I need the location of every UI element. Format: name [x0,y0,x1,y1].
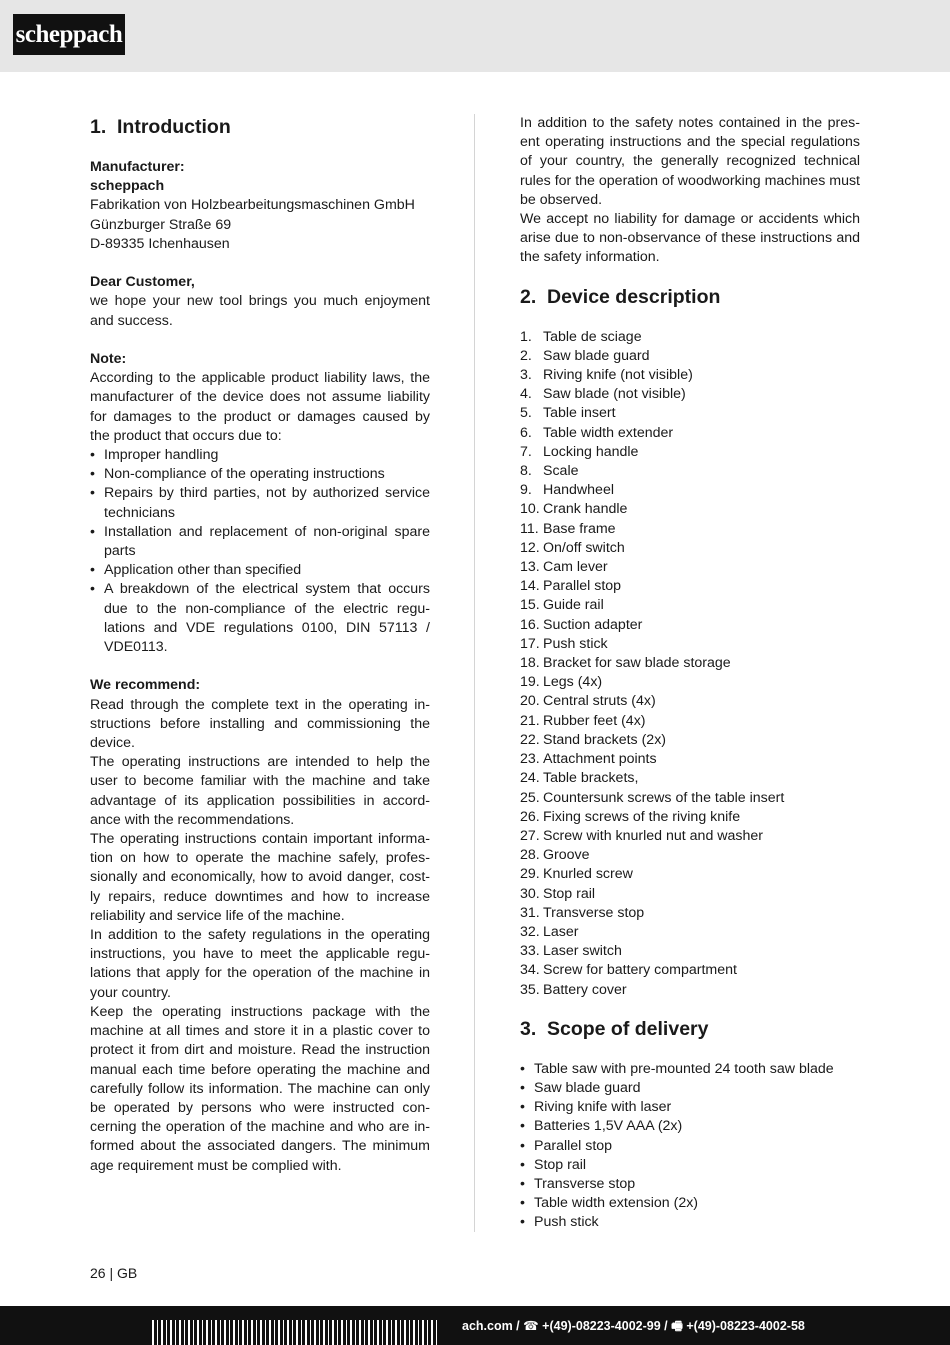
list-item [520,942,860,961]
list-item [520,596,860,615]
item-number: 22. [520,731,540,748]
manufacturer-label: Manufacturer: [90,159,185,175]
item-number: 2. [520,347,532,364]
recommend-paragraph: Keep the operating instructions package with the machine at all times and store it in a plastic cover to protect it from dirt and moisture. Read the instruction manual each time before operating the machine and carefully follow its information. The machine can only be operated by persons who were instructed con-cerning the operation of the machine and who are in-formed about the associated dangers. The minimum age requirement must be complied with. [90,1003,430,1174]
list-item: • Installation and replacement of non-original spare parts [90,523,430,561]
item-number: 28. [520,847,540,864]
liability-paragraph: We accept no liability for damage or accidents which arise due to non-observance of these instructions and the safety information. [520,211,860,266]
brand-logo: scheppach [13,14,125,55]
list-item [520,981,860,1000]
item-label: Knurled screw [543,866,633,883]
list-item [520,328,860,347]
list-item: • Batteries 1,5V AAA (2x) [520,1117,860,1136]
right-column [520,114,860,1233]
device-parts-list [520,328,860,1000]
list-item [520,712,860,731]
scope-of-delivery-list [520,1060,860,1233]
item-number: 19. [520,674,540,691]
list-item [520,673,860,692]
item-number: 24. [520,770,540,787]
list-item [520,539,860,558]
item-number: 27. [520,827,540,844]
item-label: Table width extender [543,424,674,441]
list-item [520,424,860,443]
list-item [520,558,860,577]
item-number: 34. [520,962,540,979]
item-number: 30. [520,885,540,902]
recommend-label: We recommend: [90,677,201,694]
list-item: • Stop rail [520,1156,860,1175]
list-item: • Application other than specified [90,561,430,580]
item-label: Screw for battery compartment [543,962,737,979]
item-label: Central struts (4x) [543,693,656,710]
item-label: Rubber feet (4x) [543,712,646,729]
item-number: 8. [520,463,532,480]
item-label: Locking handle [543,443,639,460]
list-item [520,904,860,923]
list-item [520,500,860,519]
item-label: Table de sciage [543,328,642,345]
list-item: • A breakdown of the electrical system that occurs due to the non-compliance of the electric regu-lations and VDE regulations 0100, DIN 57113 / VDE0113. [90,580,430,657]
item-number: 14. [520,578,540,595]
item-label: Screw with knurled nut and washer [543,827,764,844]
list-item: • Riving knife with laser [520,1098,860,1117]
item-number: 29. [520,866,540,883]
list-item [520,731,860,750]
list-item [520,385,860,404]
item-number: 13. [520,559,540,576]
list-item: • Non-compliance of the operating instructions [90,465,430,484]
customer-greeting: Dear Customer, [90,274,195,291]
section-heading-device-description [520,284,860,310]
item-label: On/off switch [543,539,625,556]
address-line: Günzburger Straße 69 [90,216,232,233]
item-label: Attachment points [543,751,657,768]
item-label: Fixing screws of the riving knife [543,808,741,825]
section-title: Device description [547,285,721,308]
section-heading-scope-of-delivery [520,1016,860,1042]
item-number: 3. [520,367,532,384]
list-item [520,654,860,673]
list-item [520,885,860,904]
note-text: According to the applicable product liability laws, the manufacturer of the device does not assume liability for damages to the product or damages caused by the product that occurs due to: [90,370,430,444]
section-title: Introduction [117,116,231,138]
left-column [90,114,430,1176]
address-line: D-89335 Ichenhausen [90,235,230,252]
item-label: Battery cover [543,981,627,998]
item-label: Stand brackets (2x) [543,731,667,748]
footer-contact-text: ach.com / ☎ +(49)-08223-4002-99 / 🖷 +(49)-08223-4002-58 [462,1319,805,1333]
list-item [520,750,860,769]
item-number: 7. [520,443,532,460]
item-label: Groove [543,847,590,864]
list-item [520,443,860,462]
list-item [520,692,860,711]
item-label: Stop rail [543,885,596,902]
note-label: Note: [90,351,127,367]
item-number: 23. [520,751,540,768]
list-item [520,846,860,865]
list-item [520,827,860,846]
list-item [520,616,860,635]
list-item [520,481,860,500]
list-item [520,520,860,539]
item-number: 35. [520,981,540,998]
list-item [520,961,860,980]
item-label: Laser [543,923,579,940]
list-item [520,769,860,788]
item-number: 18. [520,655,540,672]
list-item: • Parallel stop [520,1137,860,1156]
customer-text: we hope your new tool brings you much enjoyment and success. [90,293,430,329]
recommend-paragraph: The operating instructions are intended to help the user to become familiar with the machine and take advantage of its application possibilities in accord-ance with the recommendations. [90,754,430,828]
item-label: Scale [543,463,579,480]
section-heading-introduction [90,114,430,140]
item-number: 20. [520,693,540,710]
list-item [520,789,860,808]
header-bar [0,0,950,72]
item-label: Handwheel [543,482,614,499]
item-number: 10. [520,501,540,518]
list-item [520,808,860,827]
section-number: 3. [520,1017,537,1040]
footer-bar [0,1306,950,1345]
item-label: Legs (4x) [543,674,603,691]
item-label: Cam lever [543,559,608,576]
item-number: 12. [520,539,540,556]
note-bullet-list [90,446,430,657]
item-number: 1. [520,328,532,345]
item-number: 25. [520,789,540,806]
item-number: 4. [520,386,532,403]
list-item: • Table saw with pre-mounted 24 tooth saw blade [520,1060,860,1079]
section-number: 1. [90,116,107,138]
item-number: 26. [520,808,540,825]
item-label: Saw blade (not visible) [543,386,686,403]
item-label: Table brackets, [543,770,639,787]
item-label: Bracket for saw blade storage [543,655,731,672]
footer-barcode-graphic [152,1320,440,1345]
item-label: Guide rail [543,597,604,614]
list-item: • Push stick [520,1213,860,1232]
item-label: Push stick [543,635,608,652]
item-label: Laser switch [543,943,622,960]
item-number: 32. [520,923,540,940]
address-line: Fabrikation von Holzbearbeitungsmaschinen GmbH [90,197,415,214]
recommend-paragraph: The operating instructions contain important informa-tion on how to operate the machine safely, profes-sionally and economically, how to avoid danger, cost-ly repairs, reduce downtimes and how to increase reliability and service life of the machine. [90,831,430,924]
list-item: • Table width extension (2x) [520,1194,860,1213]
item-label: Saw blade guard [543,347,650,364]
list-item [520,865,860,884]
recommend-paragraph: In addition to the safety regulations in the operating instructions, you have to meet the applicable regu-lations that apply for the operation of the machine in your country. [90,927,430,1001]
item-label: Suction adapter [543,616,643,633]
item-label: Table insert [543,405,616,422]
item-number: 31. [520,904,540,921]
item-number: 5. [520,405,532,422]
list-item [520,635,860,654]
item-label: Transverse stop [543,904,645,921]
list-item [520,923,860,942]
item-number: 15. [520,597,540,614]
column-divider [474,114,475,1232]
list-item: • Repairs by third parties, not by authorized service technicians [90,484,430,522]
recommend-paragraph: Read through the complete text in the operating in-structions before installing and commissioning the device. [90,696,430,752]
item-label: Base frame [543,520,616,537]
item-number: 16. [520,616,540,633]
list-item: • Improper handling [90,446,430,465]
list-item [520,366,860,385]
item-label: Parallel stop [543,578,622,595]
manufacturer-name: scheppach [90,178,165,195]
list-item: • Transverse stop [520,1175,860,1194]
list-item [520,404,860,423]
section-title: Scope of delivery [547,1017,709,1040]
section-number: 2. [520,285,537,308]
safety-paragraph: In addition to the safety notes contained in the pres-ent operating instructions and the special regulations of your country, the generally recognized technical rules for the operation of woodworking machines must be observed. [520,115,860,208]
list-item [520,577,860,596]
item-number: 33. [520,943,540,960]
item-number: 9. [520,482,532,499]
item-number: 21. [520,712,540,729]
list-item [520,462,860,481]
item-label: Riving knife (not visible) [543,367,693,384]
item-number: 6. [520,424,532,441]
list-item: • Saw blade guard [520,1079,860,1098]
list-item [520,347,860,366]
item-number: 17. [520,635,540,652]
page-number: 26 | GB [90,1265,138,1281]
item-label: Countersunk screws of the table insert [543,789,785,806]
item-label: Crank handle [543,501,628,518]
item-number: 11. [520,520,539,537]
